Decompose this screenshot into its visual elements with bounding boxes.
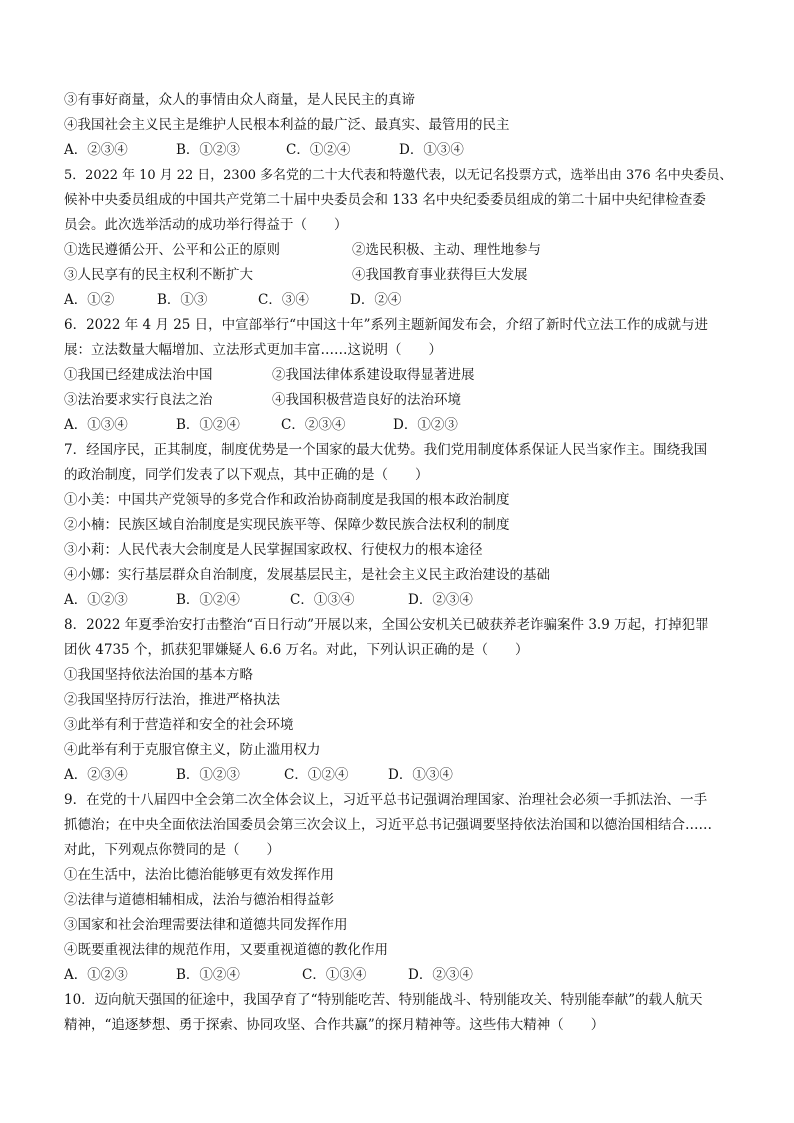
q8-statement-4: ④此举有利于克服官僚主义，防止滥用权力 (64, 742, 321, 758)
q7-stem-line-2: 的政治制度，同学们发表了以下观点，其中正确的是（ ） (64, 467, 429, 483)
q5-stem-line-3: 员会。此次选举活动的成功举行得益于（ ） (64, 217, 348, 233)
q9-choice-c[interactable]: C．①③④ (302, 967, 367, 983)
q5-choice-d[interactable]: D．②④ (350, 292, 402, 308)
q4-statement-4: ④我国社会主义民主是维护人民根本利益的最广泛、最真实、最管用的民主 (64, 117, 510, 133)
q9-stem-line-2: 抓德治；在中央全面依法治国委员会第三次会议上，习近平总书记强调要坚持依法治国和以德治国相结合…… (64, 817, 712, 833)
q7-choice-d[interactable]: D．②③④ (408, 592, 473, 608)
q8-choice-d[interactable]: D．①③④ (388, 767, 453, 783)
q9-choice-b[interactable]: B．①②④ (176, 967, 240, 983)
q9-choice-d[interactable]: D．②③④ (408, 967, 473, 983)
q6-statement-2: ②我国法律体系建设取得显著进展 (272, 367, 475, 383)
q5-statements-row-1 (64, 238, 736, 263)
q6-stem-line-2: 展：立法数量大幅增加、立法形式更加丰富……这说明（ ） (64, 342, 442, 358)
q6-statement-1: ①我国已经建成法治中国 (64, 367, 213, 383)
q8-choice-a[interactable]: A．②③④ (64, 767, 128, 783)
q9-choices (64, 963, 736, 988)
q6-choice-c[interactable]: C．②③④ (281, 417, 346, 433)
q9-statement-4: ④既要重视法律的规范作用，又要重视道德的教化作用 (64, 942, 388, 958)
q6-statements-row-2 (64, 388, 736, 413)
q7-choice-b[interactable]: B．①②④ (176, 592, 240, 608)
q9-choice-a[interactable]: A．①②③ (64, 967, 128, 983)
q8-stem-line-1: 8．2022 年夏季治安打击整治“百日行动”开展以来，全国公安机关已破获养老诈骗案件 3.9 万起，打掉犯罪 (64, 617, 709, 633)
q7-choice-a[interactable]: A．①②③ (64, 592, 128, 608)
q7-choices (64, 588, 736, 613)
q10-stem-line-1: 10．迈向航天强国的征途中，我国孕育了“特别能吃苦、特别能战斗、特别能攻关、特别能奉献”的载人航天 (64, 992, 703, 1008)
q6-statement-4: ④我国积极营造良好的法治环境 (272, 392, 461, 408)
q5-statement-4: ④我国教育事业获得巨大发展 (352, 267, 528, 283)
q7-statement-2: ②小楠：民族区域自治制度是实现民族平等、保障少数民族合法权利的制度 (64, 517, 510, 533)
q5-statement-2: ②选民积极、主动、理性地参与 (352, 242, 541, 258)
q8-statement-2: ②我国坚持厉行法治，推进严格执法 (64, 692, 280, 708)
q9-stem-line-3: 对此，下列观点你赞同的是（ ） (64, 842, 280, 858)
q4-choice-c[interactable]: C．①②④ (286, 142, 351, 158)
q10-stem-line-2: 精神，“追逐梦想、勇于探索、协同攻坚、合作共赢”的探月精神等。这些伟大精神（ ） (64, 1017, 605, 1033)
q7-statement-3: ③小莉：人民代表大会制度是人民掌握国家政权、行使权力的根本途径 (64, 542, 483, 558)
q8-choice-c[interactable]: C．①②④ (284, 767, 349, 783)
q9-statement-2: ②法律与道德相辅相成，法治与德治相得益彰 (64, 892, 334, 908)
q5-stem-line-1: 5．2022 年 10 月 22 日，2300 多名党的二十大代表和特邀代表，以无记名投票方式，选举出由 376 名中央委员、 (64, 168, 733, 183)
q4-statement-3: ③有事好商量，众人的事情由众人商量，是人民民主的真谛 (64, 92, 415, 108)
q8-choice-b[interactable]: B．①②③ (176, 767, 240, 783)
q7-statement-1: ①小美：中国共产党领导的多党合作和政治协商制度是我国的根本政治制度 (64, 492, 510, 508)
q6-choices (64, 413, 736, 438)
q8-statement-1: ①我国坚持依法治国的基本方略 (64, 667, 253, 683)
q5-choice-a[interactable]: A．①② (64, 292, 115, 308)
q7-choice-c[interactable]: C．①③④ (290, 592, 355, 608)
q6-stem-line-1: 6．2022 年 4 月 25 日，中宣部举行“中国这十年”系列主题新闻发布会，介绍了新时代立法工作的成就与进 (64, 317, 708, 333)
q4-choices (64, 138, 736, 163)
q5-choice-c[interactable]: C．③④ (258, 292, 309, 308)
q5-stem-line-2: 候补中央委员组成的中国共产党第二十届中央委员会和 133 名中央纪委委员组成的第二十届中央纪律检查委 (64, 192, 706, 208)
q6-statements-row-1 (64, 363, 736, 388)
q6-statement-3: ③法治要求实行良法之治 (64, 392, 213, 408)
q5-statements-row-2 (64, 263, 736, 288)
q6-choice-d[interactable]: D．①②③ (393, 417, 458, 433)
q5-statement-3: ③人民享有的民主权利不断扩大 (64, 267, 253, 283)
q4-choice-d[interactable]: D．①③④ (399, 142, 464, 158)
q9-statement-1: ①在生活中，法治比德治能够更有效发挥作用 (64, 867, 334, 883)
q6-choice-a[interactable]: A．①③④ (64, 417, 128, 433)
q8-stem-line-2: 团伙 4735 个，抓获犯罪嫌疑人 6.6 万名。对此，下列认识正确的是（ ） (64, 642, 529, 658)
q4-choice-a[interactable]: A．②③④ (64, 142, 128, 158)
q5-choice-b[interactable]: B．①③ (157, 292, 208, 308)
q8-choices (64, 763, 736, 788)
q7-statement-4: ④小娜：实行基层群众自治制度，发展基层民主，是社会主义民主政治建设的基础 (64, 567, 550, 583)
q5-choices (64, 288, 736, 313)
q8-statement-3: ③此举有利于营造祥和安全的社会环境 (64, 717, 294, 733)
q7-stem-line-1: 7．经国序民，正其制度，制度优势是一个国家的最大优势。我们党用制度体系保证人民当家作主。围绕我国 (64, 442, 708, 458)
q4-choice-b[interactable]: B．①②③ (176, 142, 240, 158)
q5-statement-1: ①选民遵循公开、公平和公正的原则 (64, 242, 280, 258)
q6-choice-b[interactable]: B．①②④ (176, 417, 240, 433)
q9-statement-3: ③国家和社会治理需要法律和道德共同发挥作用 (64, 917, 348, 933)
q9-stem-line-1: 9．在党的十八届四中全会第二次全体会议上，习近平总书记强调治理国家、治理社会必须一手抓法治、一手 (64, 792, 708, 808)
question-page (64, 88, 736, 1038)
